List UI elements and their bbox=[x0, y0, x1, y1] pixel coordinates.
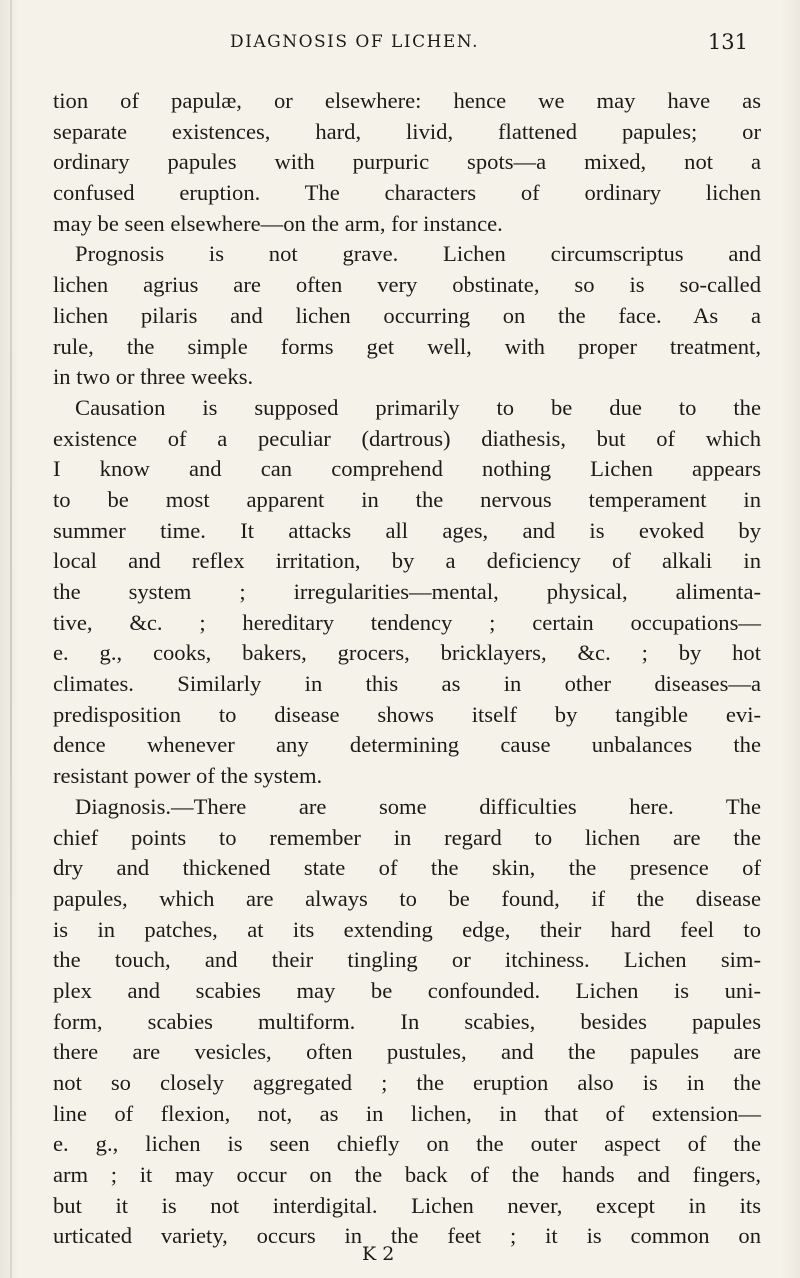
text-line: confused eruption. The characters of ordinary lichen bbox=[53, 180, 761, 206]
signature-mark: K 2 bbox=[362, 1243, 395, 1265]
text-line: the system ; irregularities—mental, physical, alimenta- bbox=[53, 579, 761, 604]
text-line: e. g., cooks, bakers, grocers, bricklayers, &c. ; by hot bbox=[53, 640, 761, 666]
text-line: form, scabies multiform. In scabies, besides papules bbox=[53, 1008, 761, 1034]
text-line: not so closely aggregated ; the eruption also is in the bbox=[53, 1070, 761, 1095]
text-line: predisposition to disease shows itself by tangible evi- bbox=[53, 701, 761, 727]
text-line: the touch, and their tingling or itchiness. Lichen sim- bbox=[53, 947, 761, 973]
text-line: urticated variety, occurs in the feet ; it is common on bbox=[53, 1223, 761, 1249]
text-line: I know and can comprehend nothing Lichen appears bbox=[53, 456, 761, 482]
text-line: papules, which are always to be found, if the disease bbox=[53, 885, 761, 911]
text-line: tive, &c. ; hereditary tendency ; certain occupations— bbox=[53, 609, 761, 635]
text-line: Diagnosis.—There are some difficulties here. The bbox=[75, 793, 761, 819]
page-header bbox=[0, 30, 800, 60]
text-line: to be most apparent in the nervous temperament in bbox=[53, 486, 761, 512]
text-line: in two or three weeks. bbox=[53, 364, 254, 390]
text-line: resistant power of the system. bbox=[53, 763, 323, 789]
text-line: there are vesicles, often pustules, and the papules are bbox=[53, 1039, 761, 1065]
text-line: e. g., lichen is seen chiefly on the outer aspect of the bbox=[53, 1131, 761, 1157]
text-line: local and reflex irritation, by a deficiency of alkali in bbox=[53, 548, 761, 574]
page-number: 131 bbox=[707, 30, 748, 54]
text-line: is in patches, at its extending edge, their hard feel to bbox=[53, 916, 761, 942]
text-line: plex and scabies may be confounded. Lichen is uni- bbox=[53, 977, 761, 1003]
text-line: lichen agrius are often very obstinate, so is so-called bbox=[53, 272, 761, 298]
text-line: tion of papulæ, or elsewhere: hence we may have as bbox=[53, 88, 761, 113]
text-line: dence whenever any determining cause unbalances the bbox=[53, 732, 761, 758]
text-line: climates. Similarly in this as in other diseases—a bbox=[53, 671, 761, 697]
text-line: but it is not interdigital. Lichen never, except in its bbox=[53, 1192, 761, 1218]
text-line: Causation is supposed primarily to be due to the bbox=[75, 394, 761, 420]
body-text bbox=[53, 86, 761, 1252]
text-line: existence of a peculiar (dartrous) diathesis, but of which bbox=[53, 425, 761, 451]
text-line: may be seen elsewhere—on the arm, for instance. bbox=[53, 210, 503, 236]
page-binding-edge bbox=[10, 0, 12, 1278]
running-head: DIAGNOSIS OF LICHEN. bbox=[230, 32, 479, 52]
text-line: lichen pilaris and lichen occurring on the face. As a bbox=[53, 302, 761, 328]
text-line: ordinary papules with purpuric spots—a mixed, not a bbox=[53, 149, 761, 175]
text-line: rule, the simple forms get well, with proper treatment, bbox=[53, 333, 761, 359]
text-line: line of flexion, not, as in lichen, in that of extension— bbox=[53, 1100, 761, 1126]
text-line: dry and thickened state of the skin, the presence of bbox=[53, 855, 761, 881]
text-line: summer time. It attacks all ages, and is evoked by bbox=[53, 517, 761, 543]
text-line: arm ; it may occur on the back of the hands and fingers, bbox=[53, 1162, 761, 1188]
text-line: chief points to remember in regard to lichen are the bbox=[53, 824, 761, 850]
text-line: separate existences, hard, livid, flattened papules; or bbox=[53, 118, 761, 144]
text-line: Prognosis is not grave. Lichen circumscriptus and bbox=[75, 241, 761, 267]
